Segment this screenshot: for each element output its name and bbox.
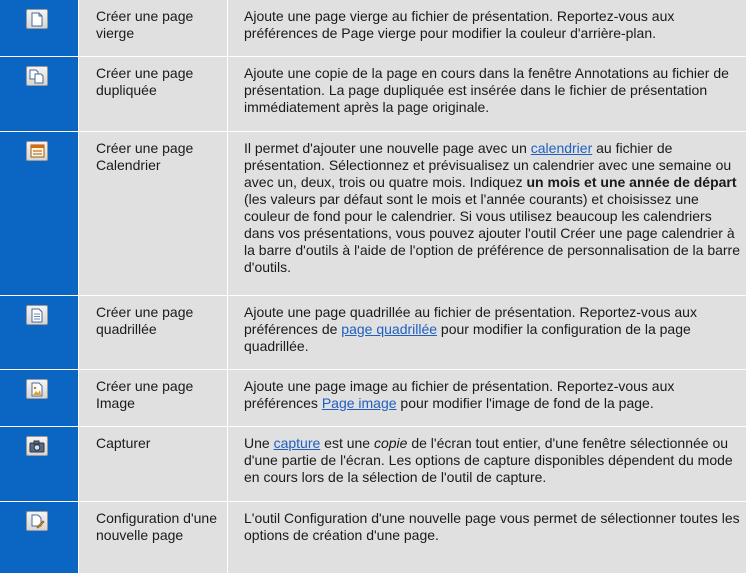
description-text: Il permet d'ajouter une nouvelle page avec un <box>244 140 531 156</box>
tool-name: Créer une page quadrillée <box>78 296 227 369</box>
tool-name: Créer une page Calendrier <box>78 132 227 295</box>
table-row <box>0 56 746 131</box>
icon-cell <box>0 0 78 56</box>
grid-page-link[interactable]: page quadrillée <box>341 321 438 337</box>
icon-cell <box>0 370 78 426</box>
icon-cell <box>0 132 78 295</box>
description-text: (les valeurs par défaut sont le mois et l'année courants) et choisissez une couleur de fond pour le calendrier. Si vous utilisez beaucoup les calendriers dans vos présentations, vous pouvez ajouter l'outil Créer une page calendrier à la barre d'outils à l'aide de l'option de préférence de personnalisation de la barre d'outils. <box>244 191 741 275</box>
image-page-icon[interactable] <box>26 379 48 399</box>
description-text: de l'écran tout entier, d'une fenêtre sélectionnée ou d'une partie de l'écran. Les options de capture disponibles dépendent du mode en cours lors de la sélection de l'outil de capture. <box>244 435 733 485</box>
tool-name: Créer une page dupliquée <box>78 57 227 131</box>
tool-description <box>227 370 746 426</box>
icon-cell <box>0 502 78 573</box>
icon-cell <box>0 296 78 369</box>
tool-name: Créer une page vierge <box>78 0 227 56</box>
tool-description <box>227 427 746 501</box>
description-text: au fichier de présentation. Sélectionnez et prévisualisez un calendrier avec une semaine ou avec un, deux, trois ou quatre mois. Indiquez <box>244 140 732 190</box>
description-text: est une <box>320 435 374 451</box>
icon-cell <box>0 57 78 131</box>
tool-name: Créer une page Image <box>78 370 227 426</box>
tool-description <box>227 296 746 369</box>
tool-description <box>227 132 746 295</box>
camera-capture-icon[interactable] <box>26 436 48 456</box>
description-text: Ajoute une copie de la page en cours dans la fenêtre Annotations au fichier de présentation. La page dupliquée est insérée dans le fichier de présentation immédiatement après la page originale. <box>244 65 729 115</box>
grid-page-icon[interactable] <box>26 305 48 325</box>
blank-page-icon[interactable] <box>26 9 48 29</box>
table-row <box>0 131 746 295</box>
icon-cell <box>0 427 78 501</box>
table-row <box>0 295 746 369</box>
tool-description <box>227 0 746 56</box>
tool-description <box>227 57 746 131</box>
description-bold-text: un mois et une année de départ <box>526 174 737 190</box>
description-text: Ajoute une page vierge au fichier de présentation. Reportez-vous aux préférences de Page vierge pour modifier la couleur d'arrière-plan. <box>244 8 675 41</box>
table-row <box>0 369 746 426</box>
tool-name: Configuration d'une nouvelle page <box>78 502 227 573</box>
table-row <box>0 0 746 56</box>
tool-name: Capturer <box>78 427 227 501</box>
new-page-config-icon[interactable] <box>26 511 48 531</box>
table-row <box>0 426 746 501</box>
calendar-link[interactable]: calendrier <box>530 140 593 156</box>
description-italic-text: copie <box>373 435 408 451</box>
description-text: Ajoute une page quadrillée au fichier de présentation. Reportez-vous aux préférences de <box>244 304 697 337</box>
table-row <box>0 501 746 573</box>
description-text: pour modifier l'image de fond de la page. <box>396 395 654 411</box>
calendar-page-icon[interactable] <box>26 141 48 161</box>
description-text: L'outil Configuration d'une nouvelle page vous permet de sélectionner toutes les options de création d'une page. <box>244 510 740 543</box>
description-text: pour modifier la configuration de la page quadrillée. <box>244 321 691 354</box>
tool-description <box>227 502 746 573</box>
description-text: Une <box>244 435 274 451</box>
capture-link[interactable]: capture <box>273 435 321 451</box>
image-page-link[interactable]: Page image <box>321 395 397 411</box>
description-text: Ajoute une page image au fichier de présentation. Reportez-vous aux préférences <box>244 378 675 411</box>
duplicate-page-icon[interactable] <box>26 66 48 86</box>
